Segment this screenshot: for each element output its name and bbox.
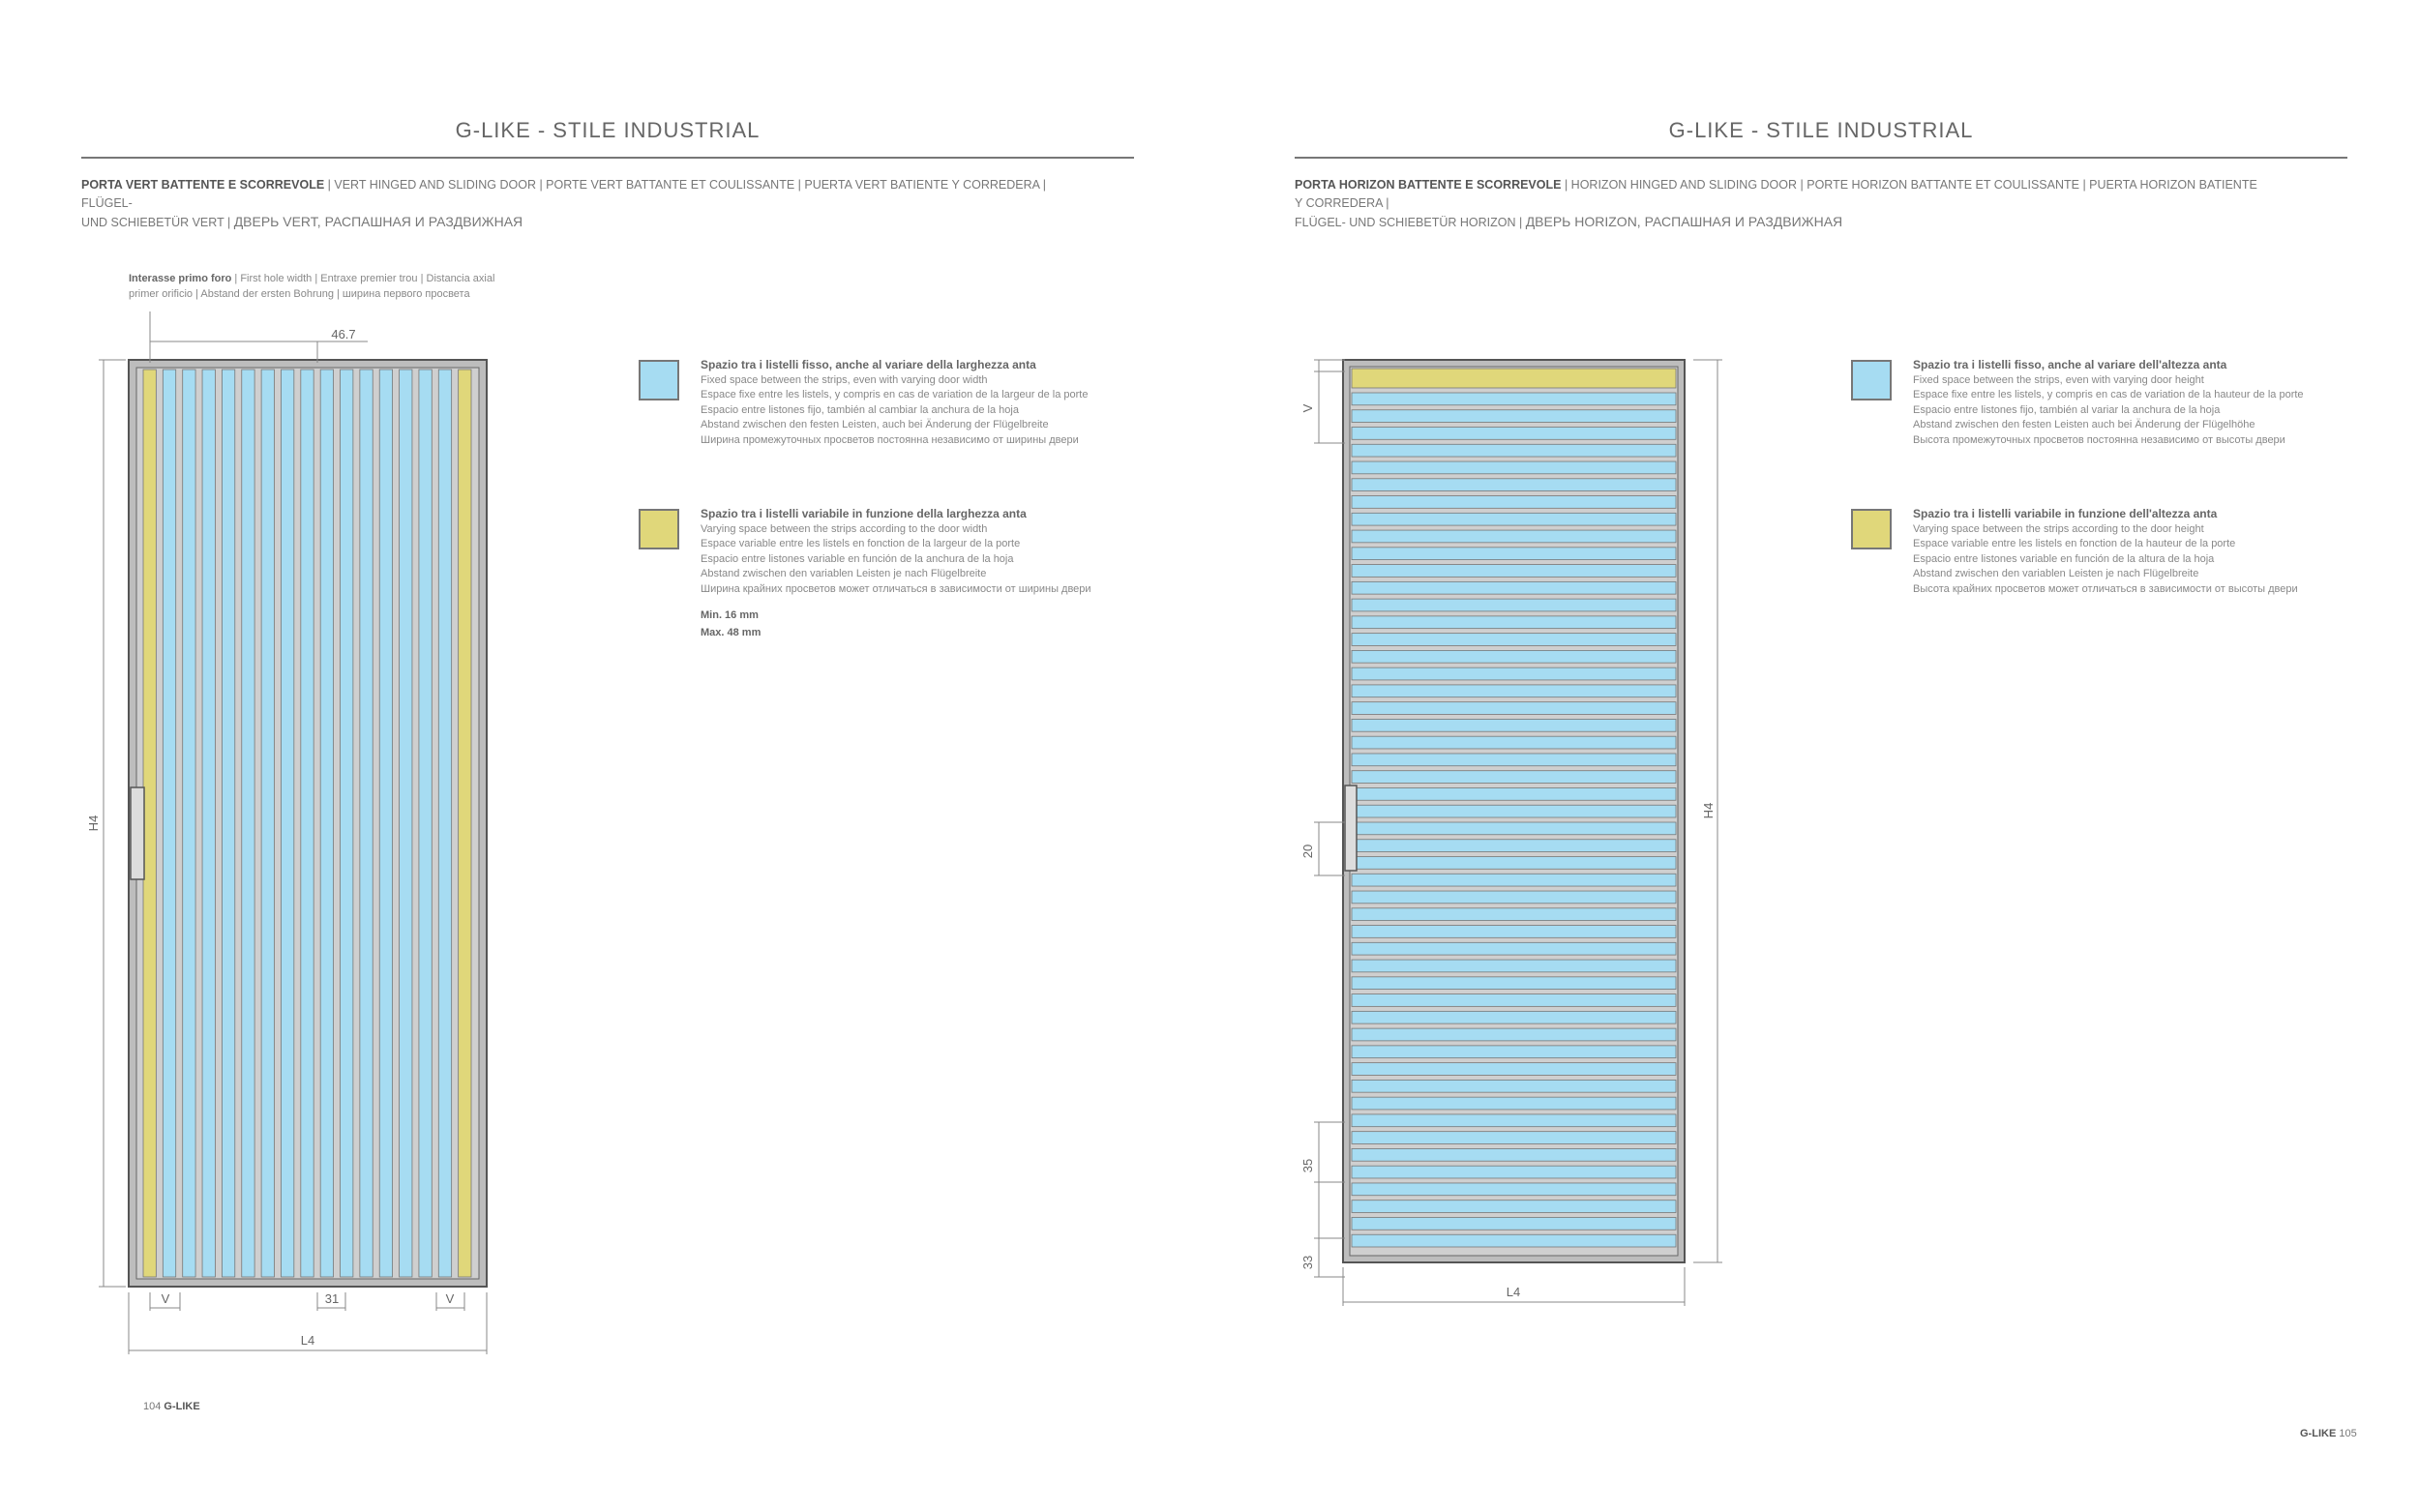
door-panel — [163, 370, 175, 1277]
dim-center-label: 31 — [324, 1291, 340, 1306]
door-panel — [1352, 530, 1676, 543]
door-panel — [143, 370, 156, 1277]
swatch-variable — [639, 509, 679, 549]
legend-line: Fixed space between the strips, even with varying door height — [1913, 373, 2204, 386]
door-panel — [1352, 369, 1676, 388]
subtitle-rest: | HORIZON HINGED AND SLIDING DOOR | PORTE HORIZON BATTANTE ET COULISSANTE | PUERTA HORIZON BATIENTE Y CORREDERA | — [1295, 178, 2257, 210]
legend-line: Varying space between the strips according to the door width — [701, 522, 988, 535]
door-panel — [1352, 1011, 1676, 1023]
door-panel — [202, 370, 215, 1277]
legend-line: Espace variable entre les listels en fonction de la largeur de la porte — [701, 538, 1021, 549]
right-page — [1210, 0, 2419, 1512]
door-panel — [400, 370, 412, 1277]
legend-line: Varying space between the strips according to the door height — [1913, 522, 2204, 535]
dim-v-right-label: V — [445, 1291, 455, 1306]
door-panel — [1352, 479, 1676, 491]
dim-lower-label: 35 — [1300, 1158, 1315, 1173]
dim-height-label: H4 — [1701, 802, 1716, 819]
door-panel — [1352, 444, 1676, 457]
door-panel — [183, 370, 195, 1277]
horizon-door-drawing — [1210, 0, 1790, 1403]
door-panel — [1352, 1217, 1676, 1230]
door-handle — [131, 787, 144, 879]
door-panel — [1352, 857, 1676, 870]
door-panel — [1352, 599, 1676, 611]
legend-line: Espacio entre listones variable en función de la anchura de la hoja — [701, 552, 1014, 565]
page-title: G-LIKE - STILE INDUSTRIAL — [455, 118, 761, 142]
door-panel — [1352, 1201, 1676, 1213]
swatch-fixed — [639, 360, 679, 400]
door-panel — [1352, 513, 1676, 525]
door-panel — [1352, 822, 1676, 835]
dim-width-label: L4 — [1506, 1285, 1521, 1299]
legend-line: Высота крайних просветов может отличаться в зависимости от высоты двери — [1913, 582, 2298, 595]
legend-line: Abstand zwischen den variablen Leisten je nach Flügelbreite — [701, 568, 987, 579]
folio-number: 104 — [143, 1401, 162, 1412]
door-panel — [1352, 1046, 1676, 1058]
subtitle-line2: UND SCHIEBETÜR VERT | — [81, 216, 234, 229]
legend-line: Espacio entre listones fijo, también al cambiar la anchura de la hoja — [701, 403, 1019, 416]
vert-door — [129, 360, 487, 1287]
folio-left — [143, 1401, 200, 1412]
door-panel — [1352, 685, 1676, 697]
door-panel — [1352, 565, 1676, 578]
door-panel — [1352, 908, 1676, 921]
door-panel — [281, 370, 293, 1277]
hole-info-rest: | First hole width | Entraxe premier trou | Distancia axial — [231, 273, 495, 284]
door-panel — [1352, 702, 1676, 715]
vert-door-drawing — [0, 0, 581, 1403]
folio-name: G-LIKE — [2300, 1428, 2337, 1439]
legend-line: Espacio entre listones fijo, también al variar la anchura de la hoja — [1913, 403, 2221, 416]
door-panel — [1352, 926, 1676, 938]
page-title: G-LIKE - STILE INDUSTRIAL — [1668, 118, 1974, 142]
door-panel — [1352, 1028, 1676, 1041]
folio-right — [2300, 1428, 2357, 1439]
dim-top-label: 46.7 — [331, 327, 356, 341]
door-panel — [341, 370, 353, 1277]
door-panel — [1352, 616, 1676, 629]
subtitle-ru: ДВЕРЬ HORIZON, РАСПАШНАЯ И РАЗДВИЖНАЯ — [1525, 214, 1843, 229]
door-panel — [1352, 771, 1676, 784]
door-panel — [1352, 428, 1676, 440]
subtitle-ru: ДВЕРЬ VERT, РАСПАШНАЯ И РАЗДВИЖНАЯ — [233, 214, 523, 229]
door-panel — [1352, 1183, 1676, 1196]
door-panel — [242, 370, 254, 1277]
door-panel — [1352, 548, 1676, 560]
door-panel — [1352, 1114, 1676, 1127]
door-panel — [320, 370, 333, 1277]
door-panel — [261, 370, 274, 1277]
door-panel — [1352, 994, 1676, 1007]
door-panel — [1352, 1132, 1676, 1144]
horizon-door — [1343, 360, 1685, 1262]
door-panel — [1352, 891, 1676, 904]
legend-line: Ширина промежуточных просветов постоянна независимо от ширины двери — [701, 433, 1079, 446]
dim-v-label: V — [1300, 403, 1315, 413]
subtitle-bold: PORTA HORIZON BATTENTE E SCORREVOLE — [1295, 178, 1562, 192]
door-panel — [1352, 393, 1676, 405]
door-panel — [301, 370, 314, 1277]
door-panel — [1352, 754, 1676, 766]
folio-number: 105 — [2339, 1428, 2357, 1439]
legend-line: Espace fixe entre les listels, y compris en cas de variation de la largeur de la porte — [701, 389, 1089, 400]
dim-handle-label: 20 — [1300, 844, 1315, 859]
door-panel — [1352, 634, 1676, 646]
legend-line: Espace variable entre les listels en fonction de la hauteur de la porte — [1913, 538, 2236, 549]
door-panel — [1352, 1063, 1676, 1076]
legend-line: Abstand zwischen den variablen Leisten je nach Flügelbreite — [1913, 568, 2199, 579]
subtitle-line2: FLÜGEL- UND SCHIEBETÜR HORIZON | — [1295, 216, 1526, 229]
legend-heading: Spazio tra i listelli variabile in funzione dell'altezza anta — [1913, 507, 2218, 520]
door-panel — [1352, 787, 1676, 800]
dim-height-label: H4 — [86, 815, 101, 832]
door-panel — [1352, 960, 1676, 972]
door-panel — [1352, 840, 1676, 852]
subtitle-rest: | VERT HINGED AND SLIDING DOOR | PORTE VERT BATTANTE ET COULISSANTE | PUERTA VERT BATIENTE Y CORREDERA | FLÜGEL- — [81, 178, 1046, 210]
door-panel — [222, 370, 234, 1277]
door-panel — [1352, 667, 1676, 680]
door-panel — [1352, 496, 1676, 509]
door-panel — [1352, 1148, 1676, 1161]
dim-v-left-label: V — [161, 1291, 170, 1306]
swatch-variable — [1851, 509, 1892, 549]
dim-width-label: L4 — [300, 1333, 315, 1348]
door-panel — [1352, 461, 1676, 474]
door-panel — [1352, 719, 1676, 731]
legend-heading: Spazio tra i listelli fisso, anche al variare dell'altezza anta — [1913, 358, 2227, 371]
legend-line: Espacio entre listones variable en función de la altura de la hoja — [1913, 552, 2215, 565]
door-panel — [1352, 942, 1676, 955]
door-handle — [1345, 786, 1357, 871]
door-panel — [1352, 581, 1676, 594]
dim-bottom-label: 33 — [1300, 1255, 1315, 1270]
door-panel — [1352, 1234, 1676, 1247]
door-panel — [1352, 977, 1676, 990]
hole-info-bold: Interasse primo foro — [129, 273, 232, 284]
hole-info-line2: primer orificio | Abstand der ersten Bohrung | ширина первого просвета — [129, 288, 470, 300]
door-panel — [438, 370, 451, 1277]
door-panel — [1352, 1097, 1676, 1110]
door-panel — [1352, 650, 1676, 663]
door-panel — [1352, 1080, 1676, 1092]
door-panel — [1352, 736, 1676, 749]
door-panel — [1352, 805, 1676, 817]
door-panel — [459, 370, 471, 1277]
door-panel — [419, 370, 432, 1277]
legend-line: Ширина крайних просветов может отличаться в зависимости от ширины двери — [701, 582, 1091, 595]
door-panel — [379, 370, 392, 1277]
subtitle-bold: PORTA VERT BATTENTE E SCORREVOLE — [81, 178, 325, 192]
legend-min: Min. 16 mm — [701, 609, 759, 621]
swatch-fixed — [1851, 360, 1892, 400]
legend-line: Abstand zwischen den festen Leisten auch bei Änderung der Flügelhöhe — [1913, 419, 2255, 430]
door-panel — [1352, 1166, 1676, 1178]
legend-max: Max. 48 mm — [701, 626, 762, 638]
legend-line: Abstand zwischen den festen Leisten, auch bei Änderung der Flügelbreite — [701, 419, 1049, 430]
legend-heading: Spazio tra i listelli variabile in funzione della larghezza anta — [701, 507, 1027, 520]
door-panel — [360, 370, 373, 1277]
legend-heading: Spazio tra i listelli fisso, anche al variare della larghezza anta — [701, 358, 1036, 371]
folio-name: G-LIKE — [164, 1401, 200, 1412]
door-panel — [1352, 410, 1676, 423]
door-panel — [1352, 874, 1676, 886]
legend-line: Высота промежуточных просветов постоянна независимо от высоты двери — [1913, 433, 2285, 446]
legend-line: Espace fixe entre les listels, y compris en cas de variation de la hauteur de la porte — [1913, 389, 2304, 400]
legend-line: Fixed space between the strips, even with varying door width — [701, 373, 988, 386]
